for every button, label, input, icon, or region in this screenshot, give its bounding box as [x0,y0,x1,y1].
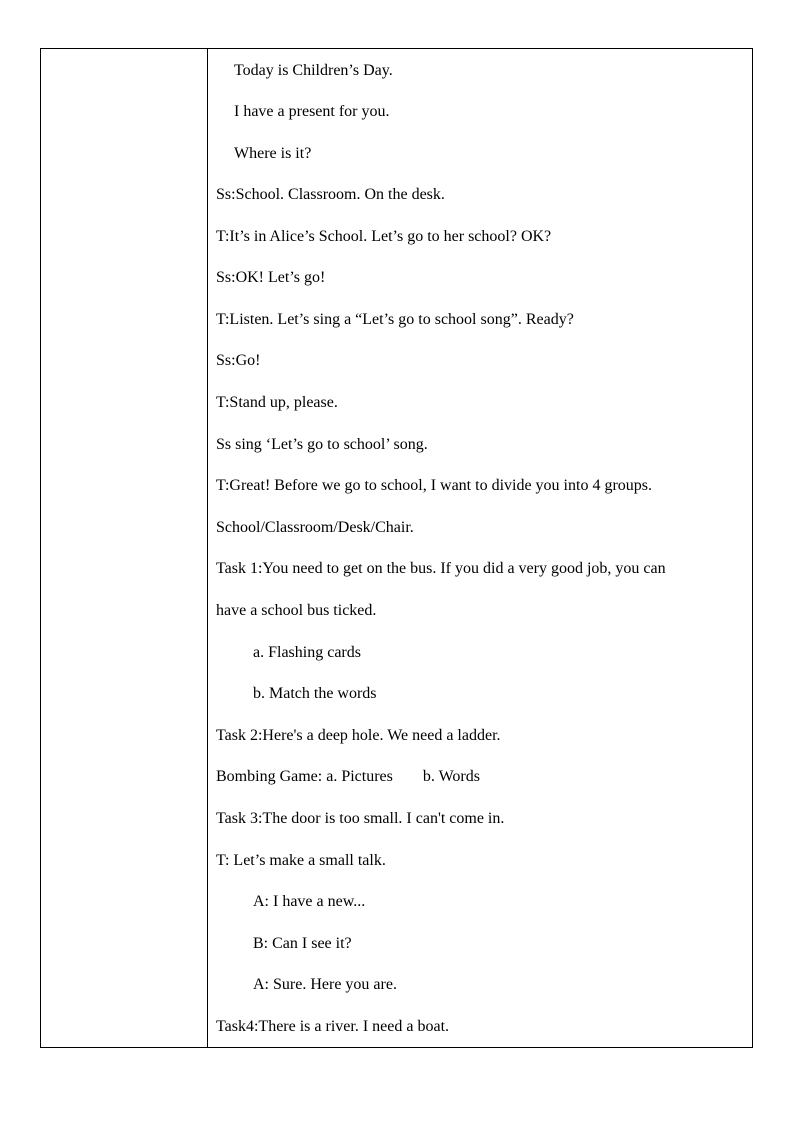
bombing-game-part-a: Bombing Game: a. Pictures [216,768,393,785]
text-line: b. Match the words [253,685,377,702]
text-line: a. Flashing cards [253,644,361,661]
text-line: Task 1:You need to get on the bus. If you did a very good job, you can [216,560,666,577]
text-line: Ss:School. Classroom. On the desk. [216,186,445,203]
text-line: T:Great! Before we go to school, I want to divide you into 4 groups. [216,477,652,494]
text-line [208,767,480,787]
text-line: B: Can I see it? [253,935,352,952]
text-line: Task4:There is a river. I need a boat. [216,1018,450,1035]
text-line: School/Classroom/Desk/Chair. [216,519,414,536]
text-line: I have a present for you. [234,103,390,120]
text-line: Ss sing ‘Let’s go to school’ song. [216,436,428,453]
text-line: T:Stand up, please. [216,394,338,411]
text-line: T:Listen. Let’s sing a “Let’s go to school song”. Ready? [216,311,574,328]
text-line: A: I have a new... [253,893,366,910]
right-column-cell [208,49,752,1047]
text-line: Today is Children’s Day. [234,62,393,79]
text-line: Task 2:Here's a deep hole. We need a ladder. [216,727,501,744]
text-line: T: Let’s make a small talk. [216,852,386,869]
text-line: Task 3:The door is too small. I can't come in. [216,810,505,827]
text-line: Ss:Go! [216,352,261,369]
bombing-game-part-b: b. Words [422,768,480,785]
text-line: have a school bus ticked. [216,602,377,619]
lesson-table [40,48,753,1048]
text-line: T:It’s in Alice’s School. Let’s go to her school? OK? [216,228,552,245]
left-column-cell [41,49,208,1047]
text-line: Ss:OK! Let’s go! [216,269,326,286]
text-line: Where is it? [234,145,312,162]
text-line: A: Sure. Here you are. [253,976,397,993]
